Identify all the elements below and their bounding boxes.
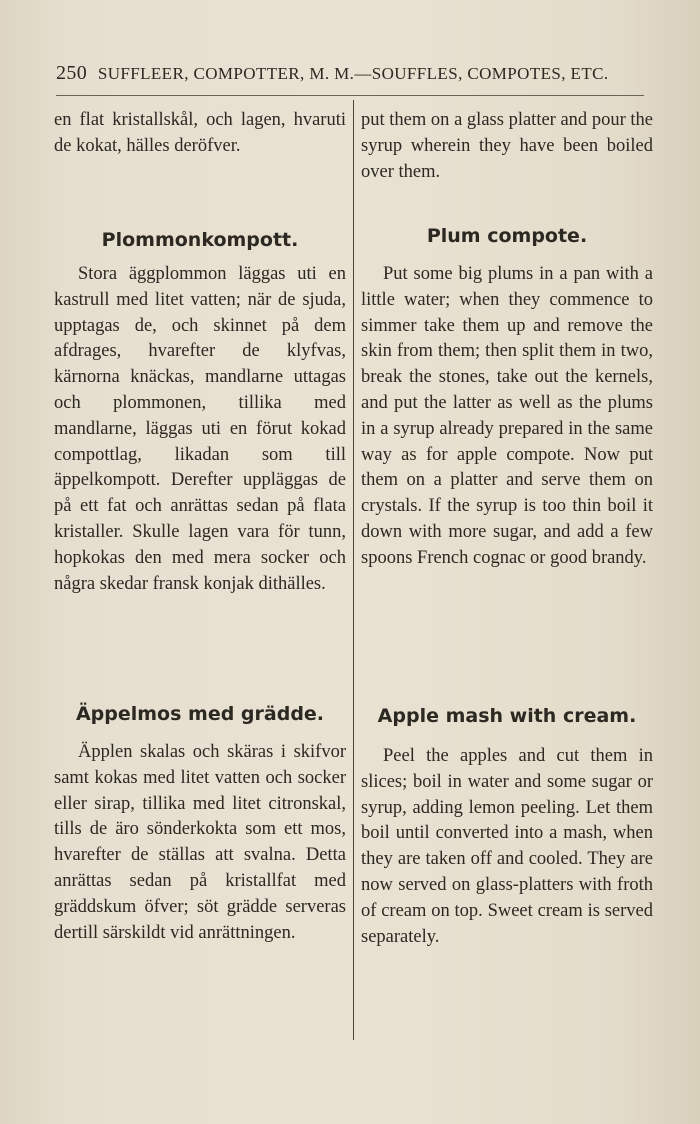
- section-heading-plum-compote: Plum compote.: [426, 225, 588, 247]
- section-heading-appelmos: Äppelmos med grädde.: [75, 703, 325, 725]
- section-heading-apple-mash: Apple mash with cream.: [377, 705, 637, 727]
- header-rule: [56, 95, 644, 96]
- section-body-plum-compote: Put some big plums in a pan with a little water; when they commence to simmer take them up and remove the skin from them; then split them in two, break the stones, take out the kernels, and put the latter as well as the plums in a syrup already prepared in the same way as for apple compote. Now put them on a platter and serve them on crystals. If the syrup is too thin boil it down with more sugar, and add a few spoons French cognac or good brandy.: [361, 264, 653, 568]
- section-body-plommonkompott: Stora äggplommon läggas uti en kastrull med litet vatten; när de sjuda, upptagas de, och skinnet på dem afdrages, hvarefter de klyfvas, kärnorna knäckas, mandlarne uttagas och plommonen, tillika med mandlarne, läggas uti en förut kokad compottlag, likadan som till äppelkompott. Derefter uppläggas de på ett fat och anrättas sedan på flata kristaller. Skulle lagen vara för tunn, hopkokas den med mera socker och några skedar fransk konjak dithälles.: [54, 264, 346, 594]
- running-title: SUFFLEER, COMPOTTER, M. M.—SOUFFLES, COMPOTES, ETC.: [97, 64, 609, 83]
- section-body-appelmos: Äpplen skalas och skäras i skifvor samt kokas med litet vatten och socker eller sirap, tillika med litet citronskal, tills de äro sönderkokta som ett mos, hvarefter de ställas att svalna. Detta anrättas sedan på kristallfat med gräddskum öfver; söt grädde serveras dertill särskildt vid anrättningen.: [54, 742, 346, 943]
- continuation-text: put them on a glass platter and pour the syrup wherein they have been boiled over them.: [361, 110, 653, 182]
- column-divider: [353, 100, 354, 1040]
- continuation-text: en flat kristallskål, och lagen, hvaruti de kokat, hälles deröfver.: [54, 110, 346, 156]
- page-number: 250: [56, 62, 88, 84]
- section-body-apple-mash: Peel the apples and cut them in slices; boil in water and some sugar or syrup, adding lemon peeling. Let them boil until converted into a mash, when they are taken off and cooled. They are now served on glass-platters with froth of cream on top. Sweet cream is served separately.: [361, 746, 653, 947]
- section-heading-plommonkompott: Plommonkompott.: [101, 229, 299, 251]
- running-header: [56, 62, 644, 85]
